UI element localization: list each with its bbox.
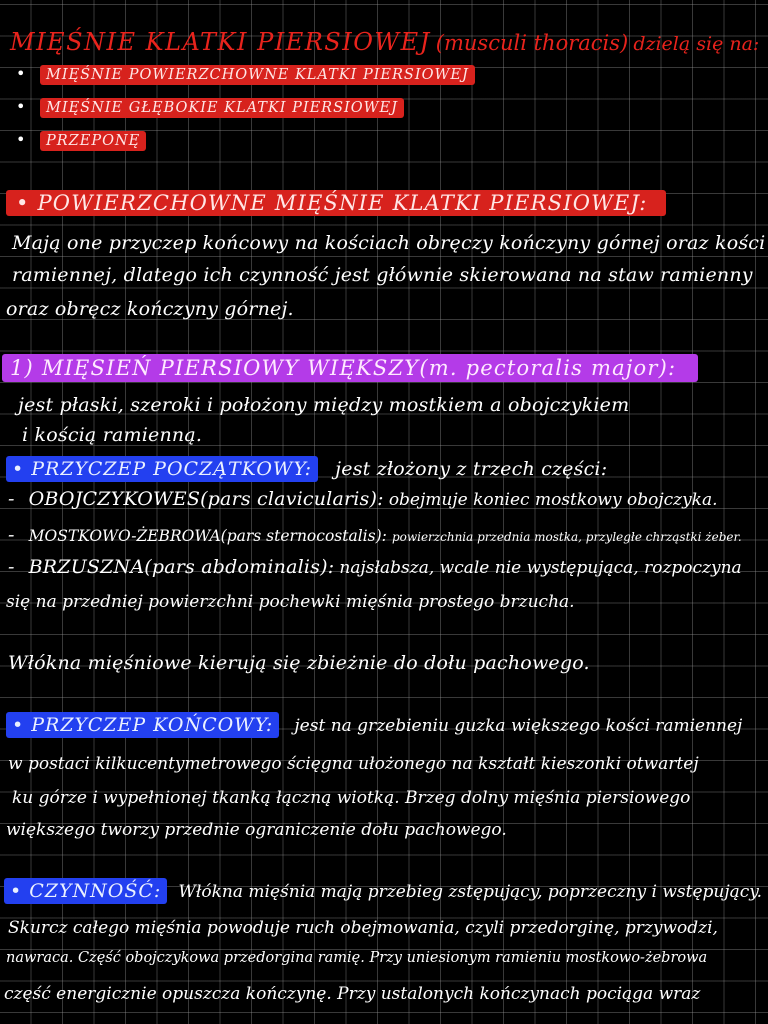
muscle-heading <box>2 354 698 382</box>
dash: - <box>8 524 15 546</box>
insertion-label: • PRZYCZEP KOŃCOWY: <box>6 712 279 738</box>
intro-item-label: MIĘŚNIE POWIERZCHOWNE KLATKI PIERSIOWEJ <box>40 65 475 85</box>
title-tail: dzielą się na: <box>633 33 760 55</box>
insertion-text: jest na grzebieniu guzka większego kości ramiennej <box>294 716 743 736</box>
function-row <box>4 878 762 904</box>
intro-item <box>16 97 404 118</box>
origin-part <box>8 556 742 578</box>
paragraph-line: ramiennej, dlatego ich czynność jest głównie skierowana na staw ramienny <box>12 264 753 286</box>
part-name: OBOJCZYKOWES(pars clavicularis): <box>28 488 384 510</box>
part-name: BRZUSZNA(pars abdominalis): <box>28 556 335 578</box>
dash: - <box>8 488 15 510</box>
function-text: Włókna mięśnia mają przebieg zstępujący, poprzeczny i wstępujący. <box>178 882 763 902</box>
paragraph-line: nawraca. Część obojczykowa przedorgina ramię. Przy uniesionym ramieniu mostkowo-żebrowa <box>6 950 708 966</box>
title-latin: (musculi thoracis) <box>435 31 629 55</box>
paragraph-line: Skurcz całego mięśnia powoduje ruch obejmowania, czyli przedorginę, przywodzi, <box>8 918 718 938</box>
paragraph-line: Mają one przyczep końcowy na kościach obręczy kończyny górnej oraz kości <box>12 232 766 254</box>
intro-item <box>16 130 146 151</box>
bullet-icon: • <box>16 97 26 116</box>
page-title <box>10 28 759 56</box>
section-heading-label: • POWIERZCHOWNE MIĘŚNIE KLATKI PIERSIOWEJ: <box>6 190 666 216</box>
bullet-icon: • <box>16 130 26 149</box>
intro-item <box>16 64 475 85</box>
dash: - <box>8 556 15 578</box>
paragraph-line: jest płaski, szeroki i położony między mostkiem a obojczykiem <box>18 394 630 416</box>
paragraph-line: większego tworzy przednie ograniczenie dołu pachowego. <box>6 820 507 840</box>
intro-item-label: MIĘŚNIE GŁĘBOKIE KLATKI PIERSIOWEJ <box>40 98 404 118</box>
origin-label: • PRZYCZEP POCZĄTKOWY: <box>6 456 318 482</box>
origin-part <box>8 524 742 546</box>
title-main: MIĘŚNIE KLATKI PIERSIOWEJ <box>10 28 431 56</box>
part-desc: obejmuje koniec mostkowy obojczyka. <box>388 490 718 510</box>
part-desc: najsłabsza, wcale nie występująca, rozpoczyna <box>339 558 742 578</box>
part-name: MOSTKOWO-ŻEBROWA(pars sternocostalis): <box>28 527 387 545</box>
paragraph-line: się na przedniej powierzchni pochewki mięśnia prostego brzucha. <box>6 592 575 612</box>
function-label: • CZYNNOŚĆ: <box>4 878 167 904</box>
origin-text: jest złożony z trzech części: <box>335 458 608 480</box>
origin-row <box>6 456 607 482</box>
intro-item-label: PRZEPONĘ <box>40 131 146 151</box>
paragraph-line: i kością ramienną. <box>22 424 203 446</box>
section-heading <box>6 190 666 216</box>
insertion-row <box>6 712 742 738</box>
part-desc: powierzchnia przednia mostka, przyległe chrząstki żeber. <box>391 530 742 544</box>
paragraph-line: oraz obręcz kończyny górnej. <box>6 298 294 320</box>
paragraph-line: ku górze i wypełnionej tkanką łączną wiotką. Brzeg dolny mięśnia piersiowego <box>12 788 691 808</box>
bullet-icon: • <box>16 64 26 83</box>
origin-part <box>8 488 718 510</box>
paragraph-line: w postaci kilkucentymetrowego ścięgna ułożonego na kształt kieszonki otwartej <box>8 754 699 774</box>
muscle-heading-label: 1) MIĘSIEŃ PIERSIOWY WIĘKSZY(m. pectoralis major): <box>2 354 698 382</box>
paragraph-line: część energicznie opuszcza kończynę. Przy ustalonych kończynach pociąga wraz <box>4 984 701 1004</box>
paragraph-line: Włókna mięśniowe kierują się zbieżnie do dołu pachowego. <box>8 652 590 674</box>
